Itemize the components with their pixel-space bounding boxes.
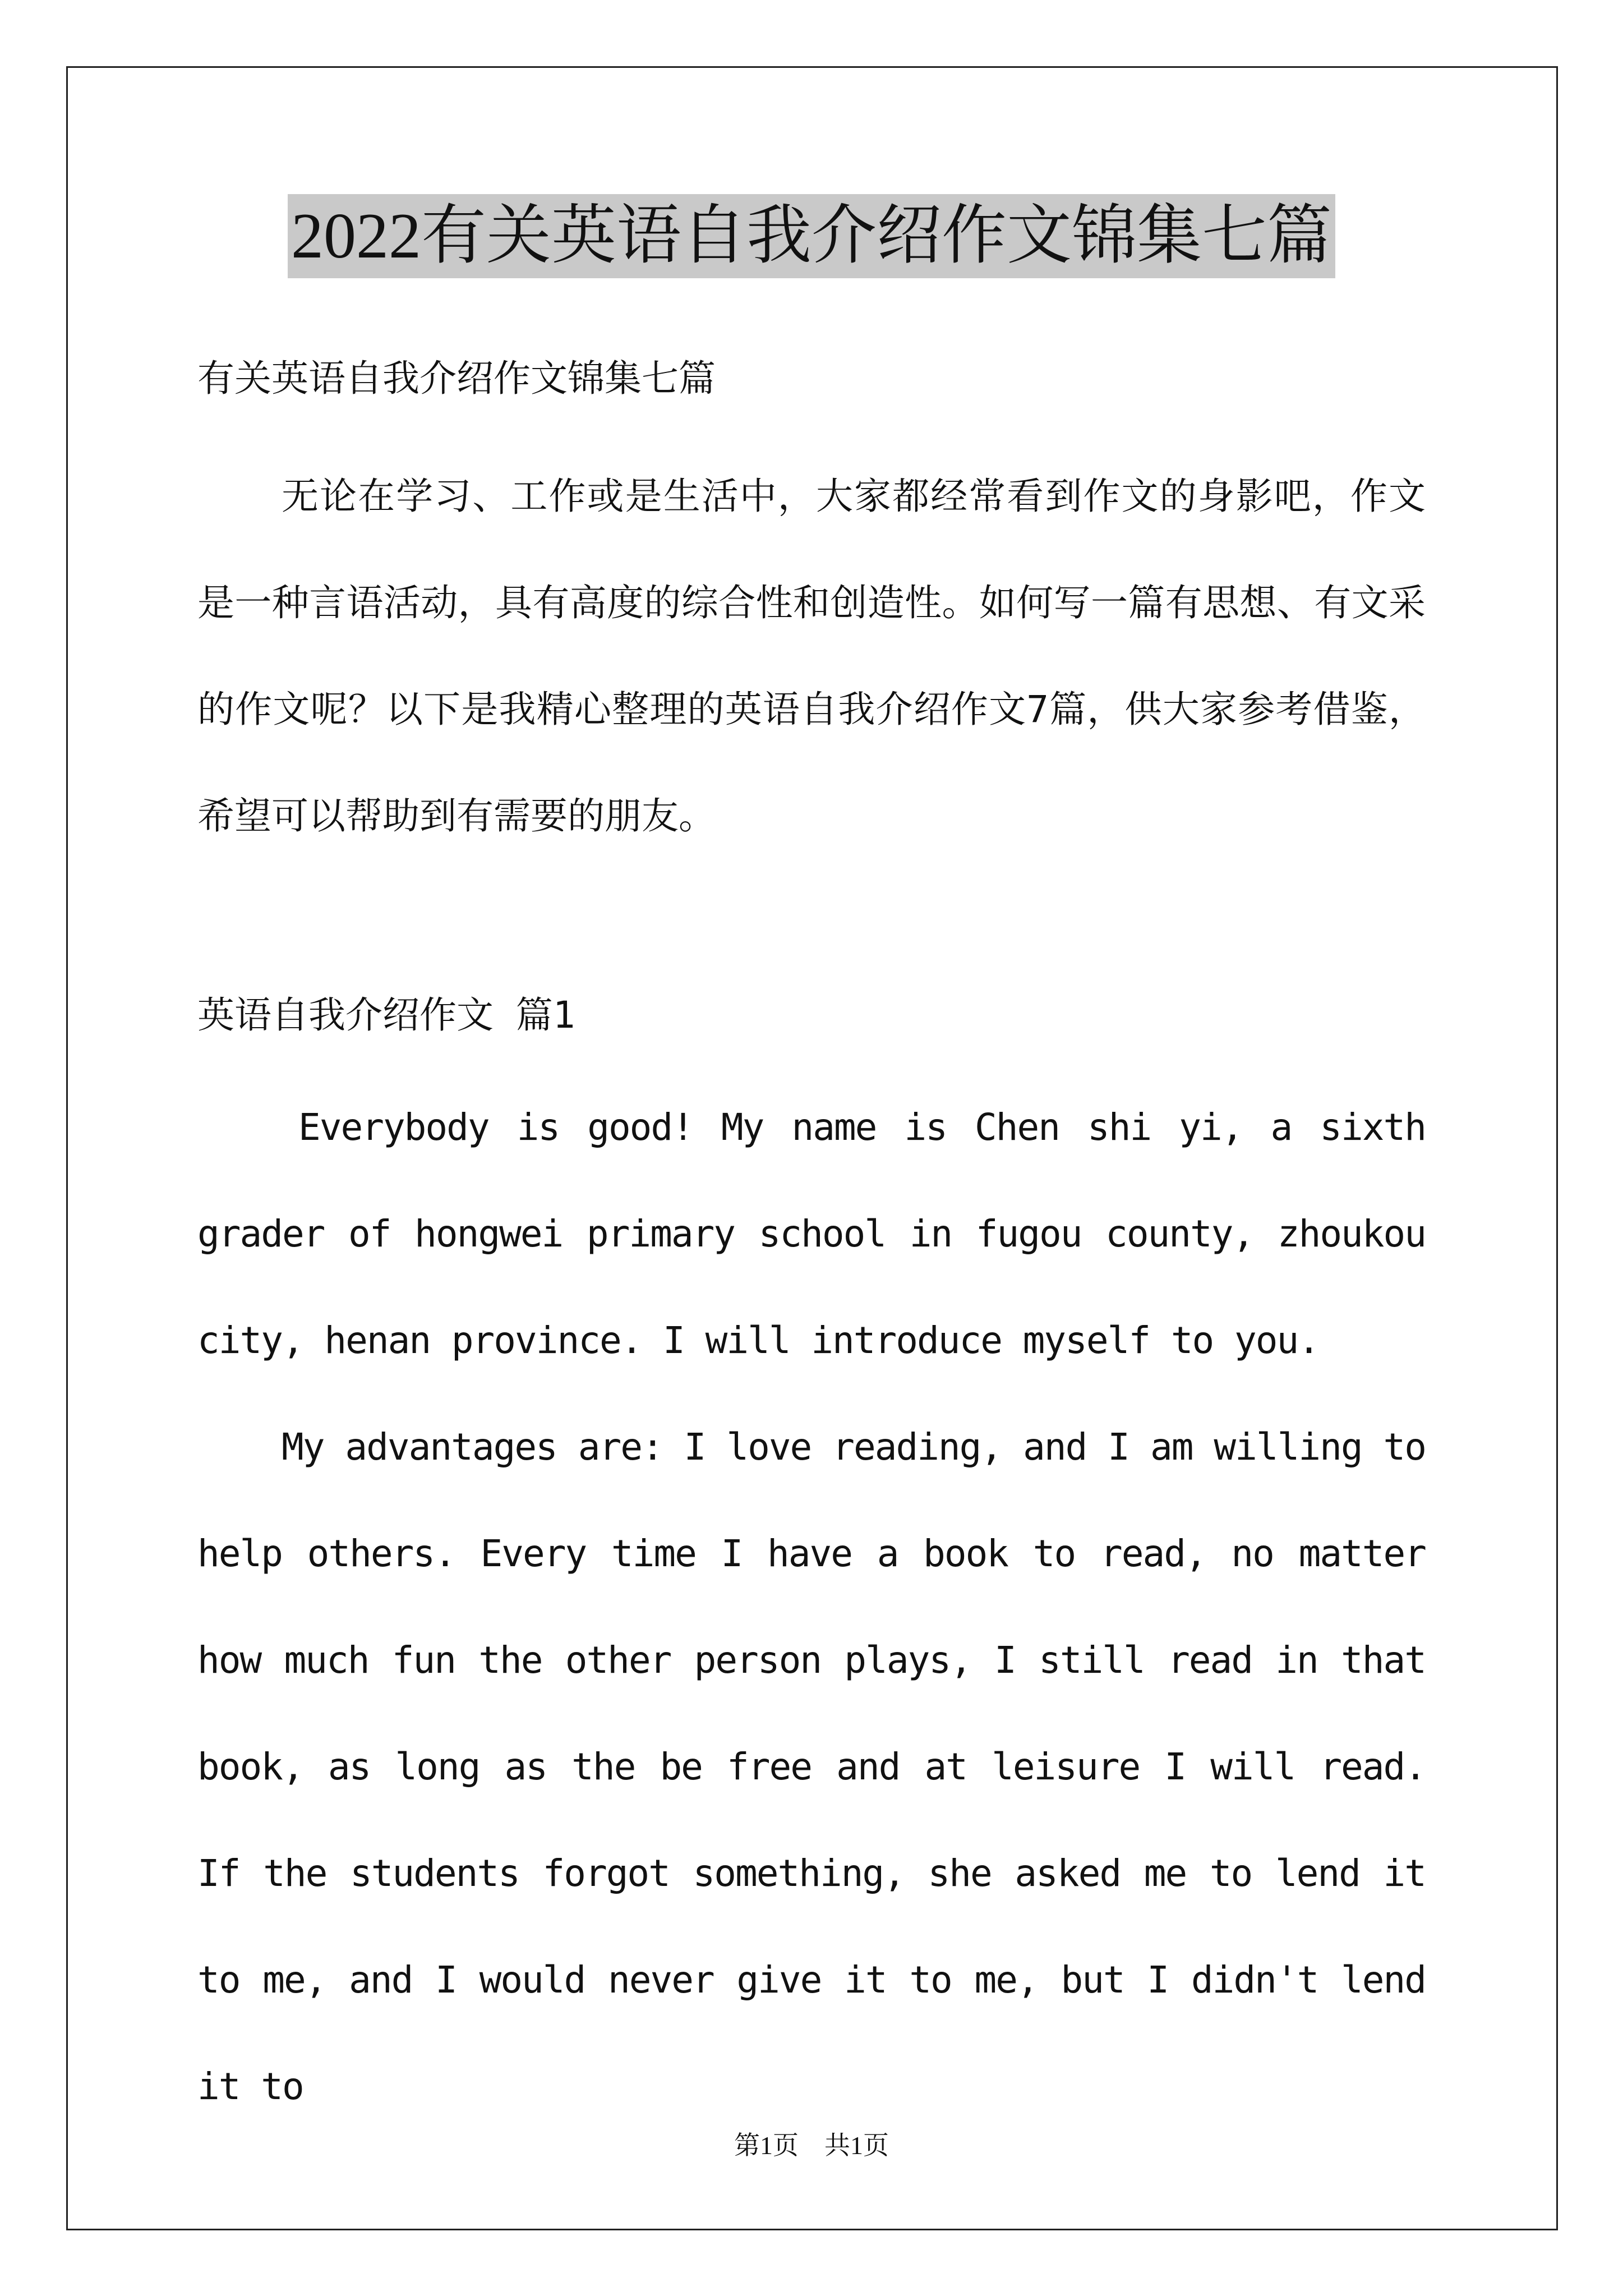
document-subtitle: 有关英语自我介绍作文锦集七篇 [197, 357, 716, 400]
essay-paragraph-2: My advantages are: I love reading, and I am willing to help others. Every time I have a book to read, no matter how much fun the other person plays, I still read in that book, as long as the be free and at leisure I will read. If the students forgot something, she asked me to lend it to me, and I would never give it to me, but I didn't lend it to [197, 1425, 1426, 2108]
essay-body [197, 1074, 1426, 2140]
intro-paragraph: 无论在学习、工作或是生活中，大家都经常看到作文的身影吧，作文是一种言语活动，具有高度的综合性和创造性。如何写一篇有思想、有文采的作文呢？以下是我精心整理的英语自我介绍作文7篇，供大家参考借鉴，希望可以帮助到有需要的朋友。 [197, 475, 1426, 838]
section-heading: 英语自我介绍作文 篇1 [197, 993, 575, 1037]
document-title: 2022有关英语自我介绍作文锦集七篇 [288, 194, 1335, 278]
title-container [0, 194, 1623, 278]
page-footer: 第1页 共1页 [734, 2131, 889, 2160]
essay-paragraph-1: Everybody is good! My name is Chen shi yi, a sixth grader of hongwei primary school in fugou county, zhoukou city, henan province. I will introduce myself to you. [197, 1106, 1426, 1362]
